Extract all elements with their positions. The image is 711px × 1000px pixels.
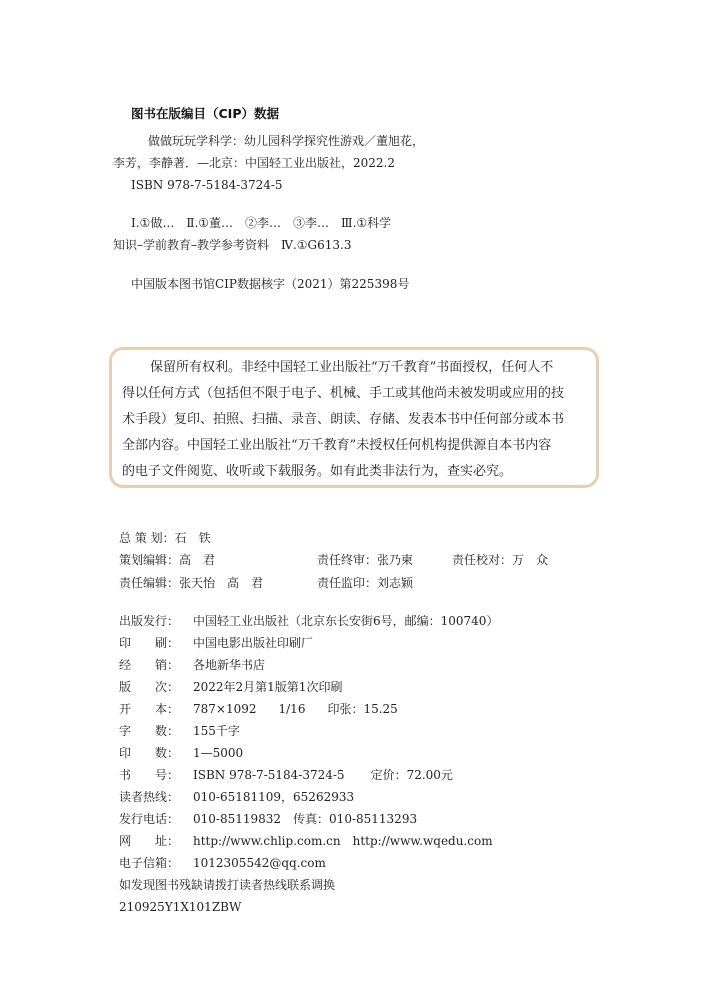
notice-line: 得以任何方式（包括但不限于电子、机械、手工或其他尚未被发明或应用的技 xyxy=(122,386,565,401)
cip-authors-line: 李芳，李静著．—北京：中国轻工业出版社，2022.2 xyxy=(113,156,395,170)
pub-email-value: 1012305542@qq.com xyxy=(193,856,326,870)
pub-edition-value: 2022年2月第1版第1次印刷 xyxy=(193,680,343,694)
pub-hotline-label: 读者热线： xyxy=(119,790,180,804)
pub-format-ratio: 1/16 xyxy=(278,702,306,716)
pub-website-url-2: http://www.wqedu.com xyxy=(352,834,493,848)
pub-edition-label: 版 次： xyxy=(119,680,180,694)
cip-classification-line: Ⅰ.①做… Ⅱ.①董… ②李… ③李… Ⅲ.①科学 xyxy=(131,216,392,230)
copyright-notice-box xyxy=(109,347,599,488)
cip-heading: 图书在版编目（CIP）数据 xyxy=(131,106,279,121)
notice-line: 全部内容。中国轻工业出版社“万千教育”未授权任何机构提供源自本书内容 xyxy=(122,438,552,453)
credit-print-supervision: 责任监印：刘志颖 xyxy=(317,576,414,590)
pub-printer-value: 中国电影出版社印刷厂 xyxy=(193,636,314,650)
credit-final-review: 责任终审：张乃柬 xyxy=(317,553,414,567)
pub-phone xyxy=(119,811,417,827)
pub-distributor-value: 各地新华书店 xyxy=(193,658,266,672)
pub-publisher-label: 出版发行： xyxy=(119,614,180,628)
pub-copies xyxy=(119,745,243,761)
pub-distributor-label: 经 销： xyxy=(119,658,180,672)
pub-publisher-value: 中国轻工业出版社（北京东长安街6号，邮编：100740） xyxy=(193,614,499,628)
pub-fax: 传真：010-85113293 xyxy=(293,812,418,826)
credit-plan-editor: 策划编辑：高 君 xyxy=(119,553,216,567)
pub-website-url-1: http://www.chlip.com.cn xyxy=(193,834,341,848)
pub-printer-label: 印 刷： xyxy=(119,636,180,650)
credit-proofread: 责任校对：万 众 xyxy=(452,553,549,567)
pub-format-label: 开 本： xyxy=(119,702,180,716)
notice-line: 保留所有权利。非经中国轻工业出版社“万千教育”书面授权，任何人不 xyxy=(150,360,554,375)
pub-isbn-value: ISBN 978-7-5184-3724-5 xyxy=(193,768,345,782)
pub-email-label: 电子信箱： xyxy=(119,856,180,870)
pub-isbn-label: 书 号： xyxy=(119,768,180,782)
pub-printer xyxy=(119,635,313,651)
pub-copies-label: 印 数： xyxy=(119,746,180,760)
pub-edition xyxy=(119,679,342,695)
pub-copies-value: 1—5000 xyxy=(193,746,244,760)
pub-words xyxy=(119,723,240,739)
pub-format xyxy=(119,701,398,717)
cip-subject-line: 知识–学前教育–教学参考资料 Ⅳ.①G613.3 xyxy=(113,238,352,252)
pub-phone-value: 010-85119832 xyxy=(193,812,282,826)
cip-isbn-line: ISBN 978-7-5184-3724-5 xyxy=(131,178,283,192)
credit-responsible-editor: 责任编辑：张天怡 高 君 xyxy=(119,576,264,590)
pub-publisher xyxy=(119,613,498,629)
cip-record-number: 中国版本图书馆CIP数据核字（2021）第225398号 xyxy=(131,277,410,291)
pub-website xyxy=(119,833,493,849)
notice-line: 术手段）复印、拍照、扫描、录音、朗读、存储、发表本书中任何部分或本书 xyxy=(122,412,565,427)
pub-hotline-value: 010-65181109，65262933 xyxy=(193,790,355,804)
pub-words-label: 字 数： xyxy=(119,724,180,738)
pub-price: 定价：72.00元 xyxy=(370,768,453,782)
pub-sheets: 印张：15.25 xyxy=(327,702,398,716)
pub-distributor xyxy=(119,657,265,673)
pub-email xyxy=(119,855,326,871)
pub-internal-code: 210925Y1X101ZBW xyxy=(119,900,242,914)
credit-planner: 总 策 划：石 铁 xyxy=(119,531,211,545)
pub-isbn xyxy=(119,767,453,783)
pub-format-value: 787×1092 xyxy=(193,702,257,716)
pub-website-label: 网 址： xyxy=(119,834,180,848)
pub-hotline xyxy=(119,789,354,805)
pub-words-value: 155千字 xyxy=(193,724,240,738)
pub-defect-note: 如发现图书残缺请拨打读者热线联系调换 xyxy=(119,878,336,892)
notice-line: 的电子文件阅览、收听或下载服务。如有此类非法行为，查实必究。 xyxy=(122,464,513,479)
pub-phone-label: 发行电话： xyxy=(119,812,180,826)
cip-title-line: 做做玩玩学科学：幼儿园科学探究性游戏／董旭花， xyxy=(148,134,425,148)
